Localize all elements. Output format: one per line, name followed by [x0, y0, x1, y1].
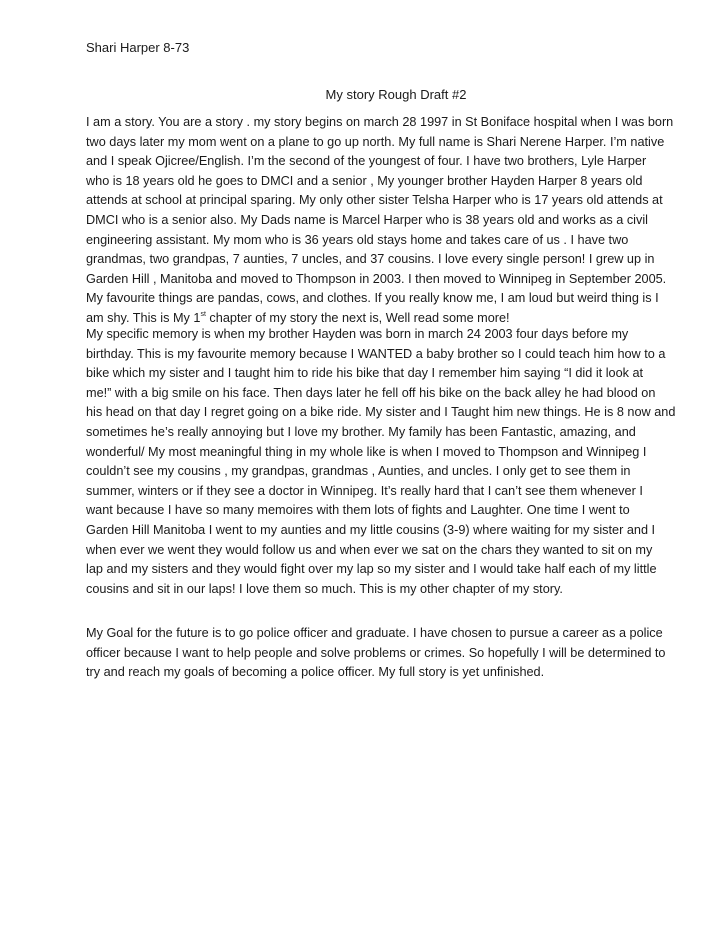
text-line: My Goal for the future is to go police officer and graduate. I have chosen to pursue a career as a police [86, 626, 663, 640]
text-line: lap and my sisters and they would fight over my lap so my sister and I would take half each of my little [86, 562, 657, 577]
text-line: bike which my sister and I taught him to ride his bike that day I remember him saying “I did it look at [86, 366, 644, 381]
text-line: me!” with a big smile on his face. Then days later he fell off his bike on the back alley he had blood on [86, 385, 656, 400]
author-header: Shari Harper 8-73 [86, 40, 190, 55]
text-line: couldn’t see my cousins , my grandpas, grandmas , Aunties, and uncles. I only get to see them in [86, 464, 631, 479]
text-line: Garden Hill , Manitoba and moved to Thompson in 2003. I then moved to Winnipeg in September 2005. [86, 271, 667, 286]
text-line: Garden Hill Manitoba I went to my aunties and my little cousins (3-9) where waiting for my sister and I [86, 522, 656, 537]
text-line: who is 18 years old he goes to DMCI and a senior , My younger brother Hayden Harper 8 years old [86, 173, 643, 188]
text-line: two days later my mom went on a plane to go up north. My full name is Shari Nerene Harper. I’m native [86, 134, 665, 149]
text-line: summer, winters or if they see a doctor in Winnipeg. It’s really hard that I can’t see them whenever I [86, 483, 643, 498]
text-line: want because I have so many memoires with them lots of fights and Laughter. One time I went to [86, 503, 630, 518]
text-line: My specific memory is when my brother Hayden was born in march 24 2003 four days before my [86, 327, 629, 341]
text-line: I am a story. You are a story . my story begins on march 28 1997 in St Boniface hospital when I was born [86, 115, 674, 129]
text-fragment: am shy. This is My 1 [86, 310, 201, 325]
text-line: and I speak Ojicree/English. I’m the second of the youngest of four. I have two brothers, Lyle Harper [86, 154, 647, 169]
text-line: birthday. This is my favourite memory because I WANTED a baby brother so I could teach him how to a [86, 346, 666, 361]
text-line: officer because I want to help people and solve problems or crimes. So hopefully I will be determined to [86, 645, 666, 660]
text-line: cousins and sit in our laps! I love them so much. This is my other chapter of my story. [86, 581, 563, 596]
text-line: engineering assistant. My mom who is 36 years old stays home and takes care of us . I have two [86, 232, 629, 247]
text-line: when ever we went they would follow us and when ever we sat on the chars they wanted to sit on my [86, 542, 653, 557]
paragraph-memory [86, 325, 676, 599]
text-line: wonderful/ My most meaningful thing in my whole like is when I moved to Thompson and Winnipeg I [86, 444, 647, 459]
text-line: My favourite things are pandas, cows, and clothes. If you really know me, I am loud but weird thing is I [86, 291, 659, 306]
text-fragment: chapter of my story the next is, Well read some more! [205, 310, 510, 325]
text-line: DMCI who is a senior also. My Dads name is Marcel Harper who is 38 years old and works as a civil [86, 212, 648, 227]
paragraph-intro [86, 113, 674, 329]
text-line: his head on that day I regret going on a bike ride. My sister and I Taught him new things. He is 8 now and [86, 405, 676, 420]
text-line: attends at school at principal sparing. My only other sister Telsha Harper who is 17 years old attends at [86, 193, 663, 208]
text-line: sometimes he’s really annoying but I love my brother. My family has been Fantastic, amazing, and [86, 424, 636, 439]
document-title: My story Rough Draft #2 [325, 87, 467, 102]
paragraph-goal [86, 624, 666, 683]
ordinal-superscript: st [200, 310, 206, 318]
text-line: grandmas, two grandpas, 7 aunties, 7 uncles, and 37 cousins. I love every single person! I grew up in [86, 252, 655, 267]
text-line: try and reach my goals of becoming a police officer. My full story is yet unfinished. [86, 665, 545, 680]
